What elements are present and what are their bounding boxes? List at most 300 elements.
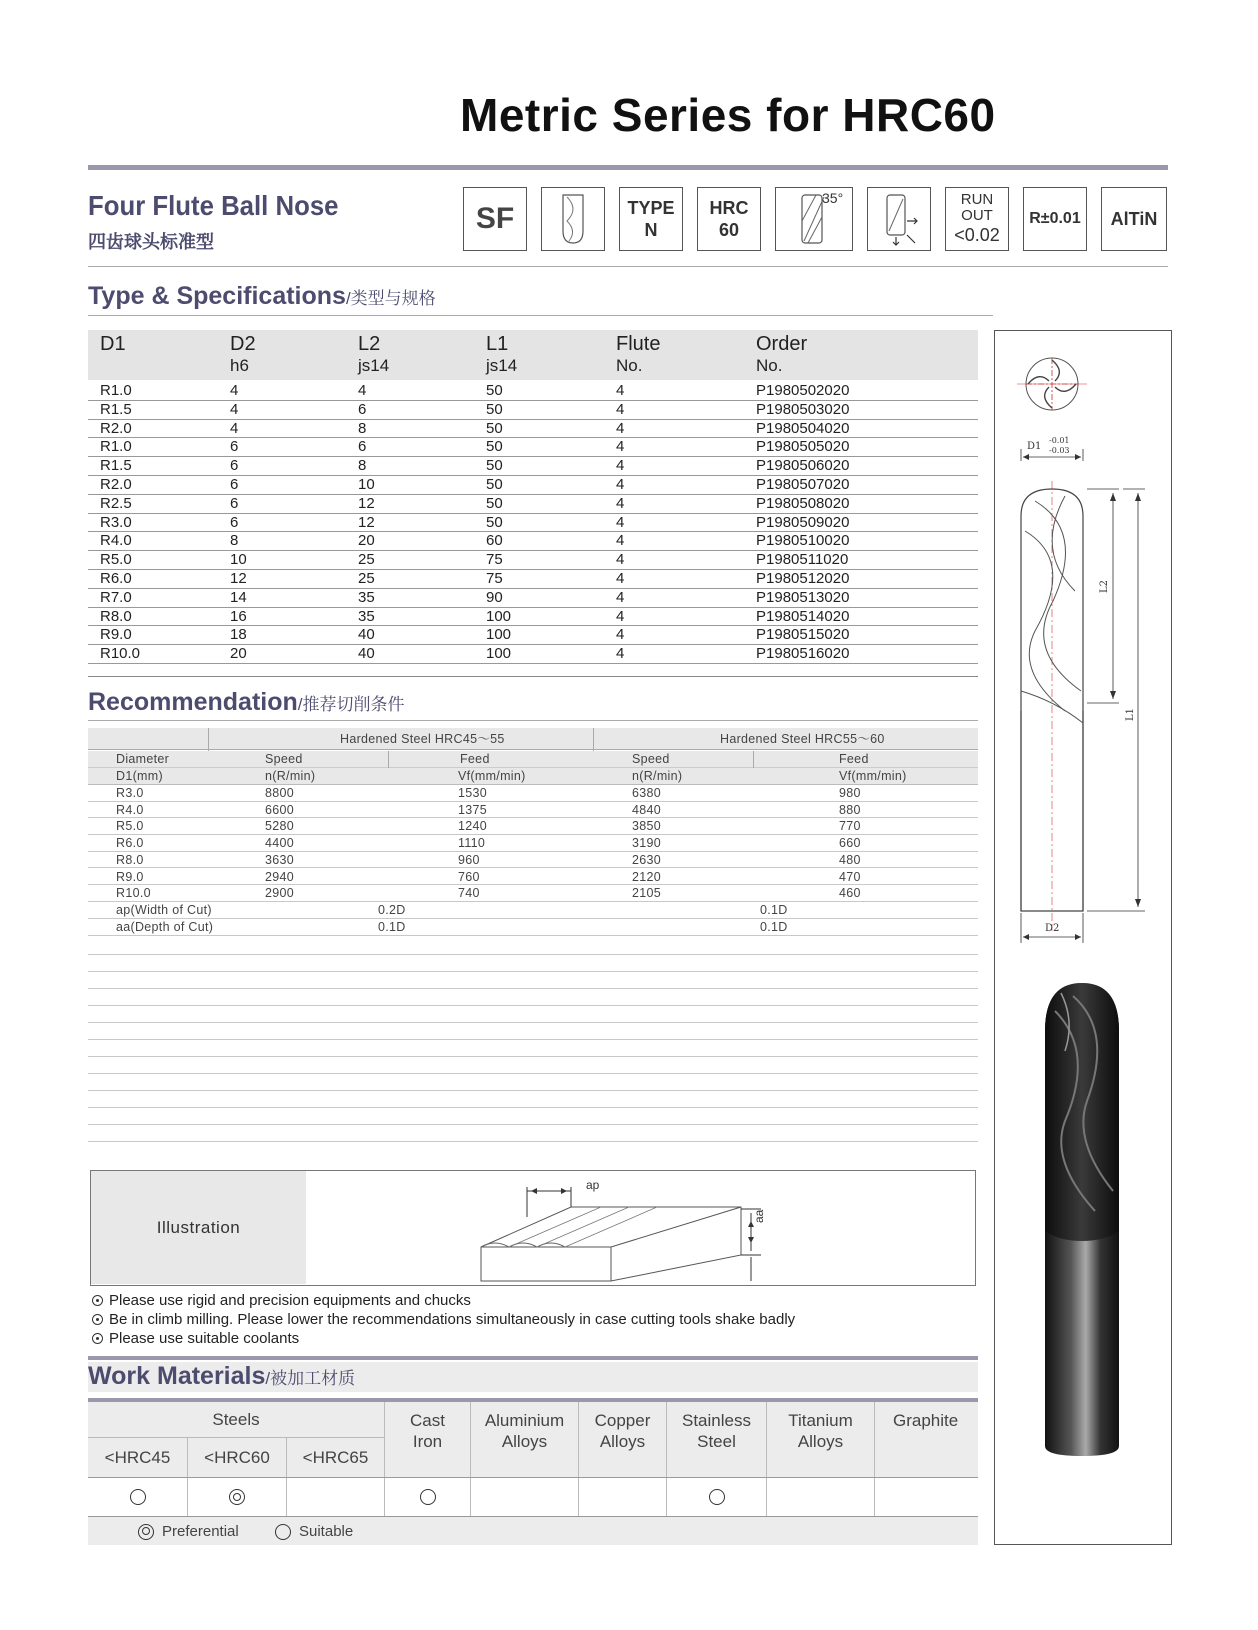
table-cell: R2.0 bbox=[100, 476, 132, 493]
table-cell: P1980516020 bbox=[756, 645, 850, 663]
table-cell: 12 bbox=[358, 513, 375, 531]
table-cell: 8 bbox=[230, 532, 239, 550]
rec-aa-2: 0.1D bbox=[760, 920, 788, 934]
rec-group-1: Hardened Steel HRC45～55 bbox=[340, 732, 505, 746]
wm-steels: Steels bbox=[88, 1402, 384, 1438]
table-cell: P1980513020 bbox=[756, 588, 850, 606]
table-cell: 1110 bbox=[458, 836, 486, 851]
wm-titanium-l2: Alloys bbox=[797, 1432, 844, 1451]
table-cell: 6 bbox=[230, 438, 239, 456]
table-cell: 6600 bbox=[265, 802, 295, 817]
table-cell: R2.0 bbox=[100, 419, 132, 437]
table-cell: 50 bbox=[486, 400, 503, 418]
rec-aa-1: 0.1D bbox=[378, 920, 406, 934]
table-cell: 16 bbox=[230, 607, 247, 625]
table-cell: 4840 bbox=[632, 802, 662, 817]
table-cell: 4 bbox=[616, 551, 625, 569]
wm-titanium-l1: Titanium bbox=[788, 1411, 853, 1430]
suitability-cell bbox=[384, 1478, 470, 1516]
col-l2-label: L2 bbox=[358, 333, 381, 355]
wm-copper-l2: Alloys bbox=[599, 1432, 646, 1451]
table-cell: 100 bbox=[486, 645, 512, 663]
table-cell: 4 bbox=[616, 513, 625, 531]
rec-group-header bbox=[88, 728, 978, 750]
radius-tolerance-value: R±0.01 bbox=[1029, 210, 1081, 227]
end-mill-photo bbox=[1045, 983, 1119, 1456]
table-row bbox=[88, 802, 978, 819]
specs-end-rule bbox=[88, 676, 978, 677]
col-l1 bbox=[486, 334, 517, 376]
table-cell: 660 bbox=[839, 836, 861, 851]
col-l1-label: L1 bbox=[486, 333, 509, 355]
table-cell: P1980510020 bbox=[756, 532, 850, 550]
col-flute-sub: No. bbox=[616, 356, 643, 375]
l1-label: L1 bbox=[1125, 707, 1136, 721]
note-1-text: Please use rigid and precision equipments and chucks bbox=[109, 1292, 471, 1309]
table-cell: 740 bbox=[458, 886, 480, 901]
table-cell: R1.0 bbox=[100, 382, 132, 399]
table-cell: 2940 bbox=[265, 869, 295, 884]
suitable-icon bbox=[420, 1489, 436, 1505]
suitability-cell bbox=[666, 1478, 766, 1516]
wm-stainless bbox=[666, 1402, 766, 1477]
table-cell: 470 bbox=[839, 869, 861, 884]
table-cell: R6.0 bbox=[100, 570, 132, 587]
table-cell: P1980511020 bbox=[756, 551, 849, 569]
rec-aa-label: aa(Depth of Cut) bbox=[116, 920, 214, 934]
note-2-text: Be in climb milling. Please lower the recommendations simultaneously in case cutting tools shake badly bbox=[109, 1311, 796, 1328]
header-divider bbox=[88, 266, 1168, 267]
wm-cast-iron bbox=[384, 1402, 470, 1477]
rec-unit-speed-1: n(R/min) bbox=[265, 769, 316, 783]
wm-steel-hrc60: <HRC60 bbox=[187, 1438, 286, 1477]
rec-ap-2: 0.1D bbox=[760, 903, 788, 917]
table-cell: 2105 bbox=[632, 886, 662, 901]
table-cell: 4400 bbox=[265, 836, 295, 851]
table-cell: 4 bbox=[230, 400, 239, 418]
table-cell: 4 bbox=[230, 382, 239, 399]
table-row bbox=[88, 570, 978, 589]
note-1 bbox=[92, 1292, 471, 1309]
table-row bbox=[88, 514, 978, 533]
table-cell: 14 bbox=[230, 588, 247, 606]
rec-unit-feed-2: Vf(mm/min) bbox=[839, 769, 907, 783]
table-cell: 100 bbox=[486, 607, 512, 625]
empty-row bbox=[88, 1039, 978, 1040]
table-cell: 2120 bbox=[632, 869, 662, 884]
empty-row bbox=[88, 1124, 978, 1125]
table-cell: 10 bbox=[230, 551, 247, 569]
table-cell: 4 bbox=[616, 438, 625, 456]
table-cell: 90 bbox=[486, 588, 503, 606]
empty-row bbox=[88, 971, 978, 972]
specs-table-header bbox=[88, 330, 978, 380]
table-cell: 35 bbox=[358, 607, 375, 625]
rec-col-speed-1: Speed bbox=[265, 752, 303, 766]
recommendation-heading-text: Recommendation bbox=[88, 688, 298, 716]
table-row bbox=[88, 608, 978, 627]
table-cell: 35 bbox=[358, 588, 375, 606]
end-mill-drawing bbox=[995, 331, 1170, 1543]
table-cell: P1980509020 bbox=[756, 513, 850, 531]
empty-row bbox=[88, 988, 978, 989]
table-cell: 4 bbox=[616, 570, 625, 587]
table-cell: 760 bbox=[458, 869, 480, 884]
table-cell: P1980515020 bbox=[756, 626, 850, 644]
bullet-icon bbox=[92, 1333, 103, 1344]
wm-graphite: Graphite bbox=[874, 1402, 978, 1477]
col-order-label: Order bbox=[756, 333, 808, 355]
legend-suitable bbox=[275, 1523, 353, 1540]
table-cell: 8800 bbox=[265, 786, 295, 800]
specs-heading-cn: /类型与规格 bbox=[345, 289, 436, 308]
table-row bbox=[88, 532, 978, 551]
col-d2 bbox=[230, 334, 256, 376]
table-cell: 770 bbox=[839, 819, 861, 834]
suitability-cell bbox=[187, 1478, 286, 1516]
table-row bbox=[88, 551, 978, 570]
rec-col-feed-1: Feed bbox=[460, 752, 490, 766]
cutting-depth-diagram bbox=[471, 1177, 801, 1283]
recommendation-heading-cn: /推荐切削条件 bbox=[297, 695, 405, 714]
table-cell: 25 bbox=[358, 551, 375, 569]
suitable-icon bbox=[709, 1489, 725, 1505]
hrc-value: 60 bbox=[718, 220, 740, 240]
rec-col-sep bbox=[753, 751, 754, 768]
d2-label: D2 bbox=[1045, 923, 1060, 934]
col-d2-sub: h6 bbox=[230, 356, 249, 375]
note-3-text: Please use suitable coolants bbox=[109, 1330, 300, 1347]
suitable-icon bbox=[130, 1489, 146, 1505]
tool-drawing-panel bbox=[994, 330, 1172, 1545]
note-3 bbox=[92, 1330, 299, 1347]
radius-tolerance-icon bbox=[1023, 187, 1087, 251]
table-cell: P1980507020 bbox=[756, 476, 850, 493]
runout-label-1: RUN bbox=[960, 191, 994, 208]
table-row bbox=[88, 785, 978, 802]
table-cell: 60 bbox=[486, 532, 503, 550]
rec-col-diameter: Diameter bbox=[116, 752, 170, 766]
legend-preferential bbox=[138, 1523, 239, 1540]
table-cell: 6 bbox=[230, 476, 239, 493]
table-cell: 2630 bbox=[632, 852, 662, 867]
rec-ap-1: 0.2D bbox=[378, 903, 406, 917]
specs-heading-text: Type & Specifications bbox=[88, 282, 346, 310]
legend-suitable-text: Suitable bbox=[299, 1523, 354, 1540]
table-cell: 4 bbox=[616, 607, 625, 625]
rec-col-feed-2: Feed bbox=[839, 752, 869, 766]
table-row bbox=[88, 382, 978, 401]
col-flute bbox=[616, 334, 660, 376]
col-d1 bbox=[100, 334, 126, 355]
rec-unit-header bbox=[88, 768, 978, 785]
rec-ap-label: ap(Width of Cut) bbox=[116, 903, 212, 917]
wm-cast-iron-l1: Cast bbox=[410, 1411, 445, 1430]
empty-row bbox=[88, 1022, 978, 1023]
table-cell: 6 bbox=[358, 438, 367, 456]
cutting-direction-icon bbox=[867, 187, 931, 251]
col-flute-label: Flute bbox=[616, 333, 661, 355]
wm-steel-hrc65: <HRC65 bbox=[286, 1438, 384, 1477]
wm-aluminium bbox=[470, 1402, 578, 1477]
table-cell: R10.0 bbox=[116, 886, 151, 901]
table-cell: 3190 bbox=[632, 836, 662, 851]
table-cell: R7.0 bbox=[100, 588, 132, 606]
table-cell: R6.0 bbox=[116, 836, 144, 851]
note-2 bbox=[92, 1311, 795, 1328]
table-cell: 5280 bbox=[265, 819, 295, 834]
bullet-icon bbox=[92, 1314, 103, 1325]
rec-col-header bbox=[88, 751, 978, 768]
rec-ap-row bbox=[88, 902, 978, 919]
table-row bbox=[88, 420, 978, 439]
cross-section-view bbox=[1017, 358, 1087, 410]
illustration-box bbox=[90, 1170, 976, 1286]
table-cell: 20 bbox=[358, 532, 375, 550]
table-cell: R8.0 bbox=[100, 607, 132, 625]
col-l2 bbox=[358, 334, 389, 376]
table-cell: P1980514020 bbox=[756, 607, 850, 625]
work-materials-heading bbox=[88, 1362, 355, 1391]
sf-icon: SF bbox=[463, 187, 527, 251]
table-cell: 50 bbox=[486, 513, 503, 531]
table-cell: 4 bbox=[616, 588, 625, 606]
table-cell: 1240 bbox=[458, 819, 488, 834]
rec-col-sep bbox=[388, 751, 389, 768]
table-cell: R3.0 bbox=[116, 786, 144, 800]
table-row bbox=[88, 626, 978, 645]
table-cell: 75 bbox=[486, 570, 503, 587]
table-cell: R1.5 bbox=[100, 457, 132, 475]
table-cell: 25 bbox=[358, 570, 375, 587]
table-cell: 50 bbox=[486, 419, 503, 437]
table-row bbox=[88, 438, 978, 457]
wm-stainless-l2: Steel bbox=[697, 1432, 736, 1451]
product-name-cn: 四齿球头标准型 bbox=[88, 232, 214, 252]
legend-preferential-text: Preferential bbox=[162, 1523, 239, 1540]
work-materials-heading-cn: /被加工材质 bbox=[265, 1369, 356, 1388]
col-d2-label: D2 bbox=[230, 333, 256, 355]
empty-row bbox=[88, 1107, 978, 1108]
hrc-label: HRC bbox=[709, 198, 749, 218]
table-cell: R5.0 bbox=[116, 819, 144, 834]
aa-label: aa bbox=[752, 1209, 766, 1223]
table-cell: 8 bbox=[358, 419, 367, 437]
table-cell: 3630 bbox=[265, 852, 295, 867]
rec-unit-d1: D1(mm) bbox=[116, 769, 163, 783]
table-cell: P1980503020 bbox=[756, 400, 850, 418]
table-cell: 480 bbox=[839, 852, 861, 867]
col-l2-sub: js14 bbox=[358, 356, 390, 375]
table-cell: 50 bbox=[486, 457, 503, 475]
rec-unit-speed-2: n(R/min) bbox=[632, 769, 683, 783]
table-cell: 10 bbox=[358, 476, 375, 493]
wm-titanium bbox=[766, 1402, 874, 1477]
table-cell: 4 bbox=[358, 382, 367, 399]
col-order-sub: No. bbox=[756, 356, 783, 375]
col-order bbox=[756, 334, 807, 376]
table-cell: 20 bbox=[230, 645, 247, 663]
table-cell: 8 bbox=[358, 457, 367, 475]
table-cell: 980 bbox=[839, 786, 861, 800]
runout-value: <0.02 bbox=[954, 225, 1000, 245]
table-cell: P1980505020 bbox=[756, 438, 850, 456]
empty-row bbox=[88, 1090, 978, 1091]
table-cell: R3.0 bbox=[100, 513, 132, 531]
table-cell: 960 bbox=[458, 852, 480, 867]
table-cell: 50 bbox=[486, 476, 503, 493]
type-value: N bbox=[644, 220, 658, 240]
table-cell: R2.5 bbox=[100, 494, 132, 512]
preferential-icon bbox=[229, 1489, 245, 1505]
table-cell: 6380 bbox=[632, 786, 662, 800]
table-cell: 4 bbox=[616, 645, 625, 663]
table-row bbox=[88, 401, 978, 420]
table-cell: 1375 bbox=[458, 802, 488, 817]
product-name: Four Flute Ball Nose bbox=[88, 190, 339, 221]
table-cell: 880 bbox=[839, 802, 861, 817]
rec-col-speed-2: Speed bbox=[632, 752, 670, 766]
recommendation-heading bbox=[88, 688, 405, 717]
table-row bbox=[88, 852, 978, 869]
suitability-cell bbox=[470, 1478, 578, 1516]
wm-stainless-l1: Stainless bbox=[682, 1411, 751, 1430]
empty-row bbox=[88, 1141, 978, 1142]
d1-tol-lower: -0.03 bbox=[1049, 446, 1070, 455]
table-row bbox=[88, 818, 978, 835]
suitability-cell bbox=[766, 1478, 874, 1516]
table-cell: 100 bbox=[486, 626, 512, 644]
table-cell: 3850 bbox=[632, 819, 662, 834]
table-cell: P1980508020 bbox=[756, 494, 850, 512]
wm-cast-iron-l2: Iron bbox=[412, 1432, 443, 1451]
table-cell: 4 bbox=[616, 400, 625, 418]
runout-icon bbox=[945, 187, 1009, 251]
table-cell: R4.0 bbox=[100, 532, 132, 550]
wm-aluminium-l2: Alloys bbox=[501, 1432, 548, 1451]
ap-label: ap bbox=[586, 1178, 600, 1192]
table-row bbox=[88, 476, 978, 495]
table-cell: 50 bbox=[486, 438, 503, 456]
work-materials-rule bbox=[88, 1356, 978, 1360]
table-row bbox=[88, 835, 978, 852]
table-row bbox=[88, 495, 978, 514]
table-cell: 50 bbox=[486, 494, 503, 512]
d1-tol-upper: -0.01 bbox=[1049, 436, 1070, 445]
type-icon bbox=[619, 187, 683, 251]
suitability-cell bbox=[874, 1478, 978, 1516]
table-cell: 4 bbox=[616, 382, 625, 399]
table-cell: R8.0 bbox=[116, 852, 144, 867]
col-l1-sub: js14 bbox=[486, 356, 518, 375]
wm-aluminium-l1: Aluminium bbox=[484, 1411, 565, 1430]
runout-label-2: OUT bbox=[961, 207, 993, 224]
table-cell: P1980504020 bbox=[756, 419, 850, 437]
empty-row bbox=[88, 954, 978, 955]
helix-angle-icon bbox=[775, 187, 853, 251]
table-cell: 6 bbox=[230, 494, 239, 512]
title-rule bbox=[88, 165, 1168, 170]
col-d1-label: D1 bbox=[100, 333, 126, 355]
table-cell: R4.0 bbox=[116, 802, 144, 817]
table-cell: 2900 bbox=[265, 886, 295, 901]
table-cell: 40 bbox=[358, 626, 375, 644]
rec-aa-row bbox=[88, 919, 978, 936]
type-label: TYPE bbox=[627, 198, 675, 218]
table-cell: 18 bbox=[230, 626, 247, 644]
table-row bbox=[88, 645, 978, 664]
table-row bbox=[88, 869, 978, 886]
table-cell: 4 bbox=[616, 419, 625, 437]
table-cell: 4 bbox=[230, 419, 239, 437]
table-cell: R1.0 bbox=[100, 438, 132, 456]
table-cell: 1530 bbox=[458, 786, 488, 800]
bullet-icon bbox=[92, 1295, 103, 1306]
table-row bbox=[88, 589, 978, 608]
wm-copper-l1: Copper bbox=[594, 1411, 651, 1430]
rec-group-2: Hardened Steel HRC55～60 bbox=[720, 732, 885, 746]
table-row bbox=[88, 457, 978, 476]
table-cell: P1980512020 bbox=[756, 570, 850, 587]
table-cell: 75 bbox=[486, 551, 503, 569]
specs-heading bbox=[88, 282, 436, 311]
table-cell: 4 bbox=[616, 457, 625, 475]
table-cell: 4 bbox=[616, 626, 625, 644]
table-cell: 6 bbox=[230, 457, 239, 475]
table-cell: 4 bbox=[616, 494, 625, 512]
table-cell: 50 bbox=[486, 382, 503, 399]
empty-row bbox=[88, 1056, 978, 1057]
table-row bbox=[88, 885, 978, 902]
helix-angle-value: 35° bbox=[822, 190, 844, 206]
d1-label: D1 bbox=[1027, 441, 1042, 452]
flat-end-shape-icon bbox=[541, 187, 605, 251]
wm-copper bbox=[578, 1402, 666, 1477]
work-materials-heading-text: Work Materials bbox=[88, 1362, 266, 1390]
table-cell: 6 bbox=[358, 400, 367, 418]
table-cell: R5.0 bbox=[100, 551, 132, 569]
table-cell: 4 bbox=[616, 476, 625, 493]
table-cell: R9.0 bbox=[116, 869, 144, 884]
l2-label: L2 bbox=[1099, 579, 1110, 593]
hrc-icon bbox=[697, 187, 761, 251]
specs-divider bbox=[88, 315, 993, 316]
table-cell: 40 bbox=[358, 645, 375, 663]
empty-row bbox=[88, 1073, 978, 1074]
suitability-cell bbox=[578, 1478, 666, 1516]
table-cell: 4 bbox=[616, 532, 625, 550]
table-cell: R9.0 bbox=[100, 626, 132, 644]
rec-unit-feed-1: Vf(mm/min) bbox=[458, 769, 526, 783]
illustration-label: Illustration bbox=[91, 1171, 306, 1284]
table-cell: R1.5 bbox=[100, 400, 132, 418]
suitable-icon bbox=[275, 1524, 291, 1540]
empty-row bbox=[88, 1005, 978, 1006]
table-cell: P1980502020 bbox=[756, 382, 850, 399]
page-title: Metric Series for HRC60 bbox=[460, 89, 996, 141]
table-cell: R10.0 bbox=[100, 645, 141, 663]
table-cell: P1980506020 bbox=[756, 457, 850, 475]
suitability-cell bbox=[286, 1478, 384, 1516]
table-cell: 6 bbox=[230, 513, 239, 531]
recommendation-divider bbox=[88, 720, 978, 721]
suitability-cell bbox=[88, 1478, 187, 1516]
table-cell: 12 bbox=[358, 494, 375, 512]
preferential-icon bbox=[138, 1524, 154, 1540]
table-cell: 12 bbox=[230, 570, 247, 587]
coating-icon: AlTiN bbox=[1101, 187, 1167, 251]
table-cell: 460 bbox=[839, 886, 861, 901]
